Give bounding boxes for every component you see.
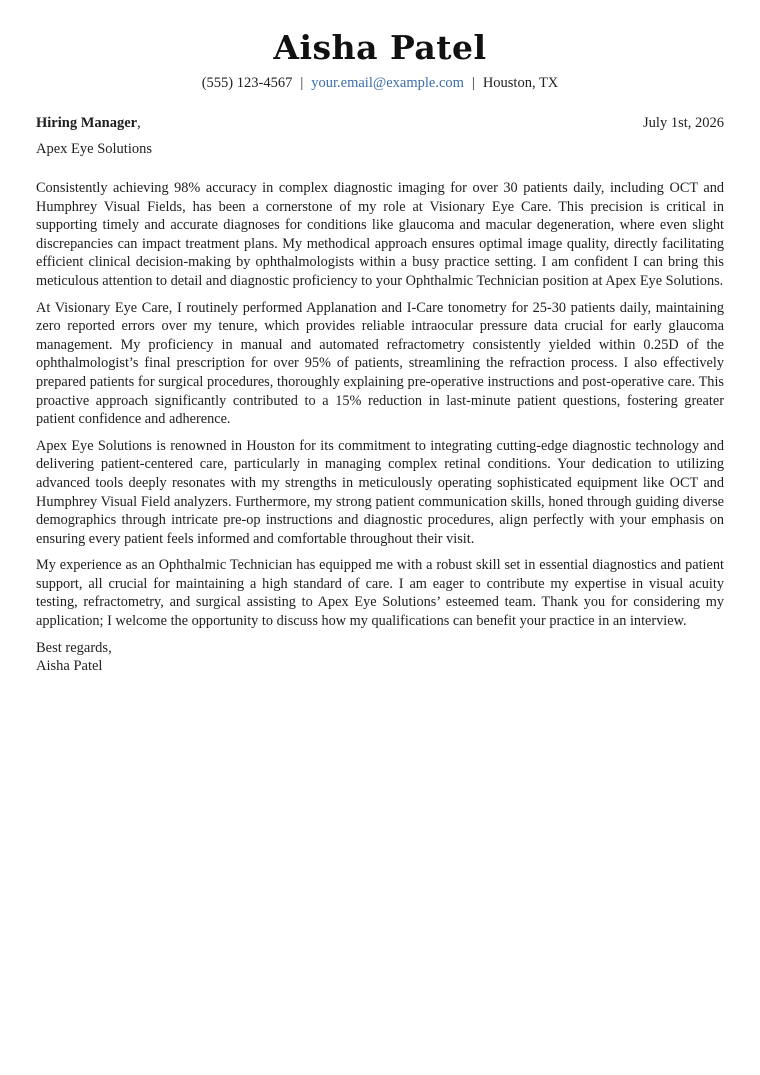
closing-signature: Aisha Patel (36, 658, 103, 675)
location: Houston, TX (482, 75, 559, 91)
body-paragraph: Apex Eye Solutions is renowned in Houston for its commitment to integrating cutting-edge diagnostic technology and delivering patient-centered care, particularly in managing complex retinal conditions. Your dedication to utilizing advanced tools deeply resonates with my strengths in meticulously operating sophisticated equipment like OCT and Humphrey Visual Field analyzers. Furthermore, my strong patient communication skills, honed through guiding diverse demographics through intricate pre-op instructions and diagnostic procedures, align perfectly with your emphasis on ensuring every patient feels informed and comfortable throughout their visit. (36, 437, 724, 547)
body-paragraph: My experience as an Ophthalmic Technician has equipped me with a robust skill set in essential diagnostics and patient support, all crucial for maintaining a high standard of care. I am eager to contribute my expertise in visual acuity testing, refractometry, and surgical assisting to Apex Eye Solutions’ esteemed team. Thank you for considering my application; I welcome the opportunity to discuss how my qualifications can benefit your practice in an interview. (36, 557, 724, 630)
recipient-name: Hiring Manager (36, 115, 138, 131)
body-paragraph: Consistently achieving 98% accuracy in complex diagnostic imaging for over 30 patients daily, including OCT and Humphrey Visual Fields, has been a cornerstone of my role at Visionary Eye Care. This precision is critical in supporting timely and accurate diagnoses for conditions like glaucoma and macular degeneration, where even slight discrepancies can impact treatment plans. My methodical approach ensures optimal image quality, directly facilitating efficient clinical decision-making by ophthalmologists within a busy practice setting. I am confident I can bring this meticulous attention to detail and diagnostic proficiency to your Ophthalmic Technician position at Apex Eye Solutions. (36, 180, 724, 289)
recipient-greeting (36, 114, 141, 132)
body-paragraph: At Visionary Eye Care, I routinely performed Applanation and I-Care tonometry for 25-30 patients daily, maintaining zero reported errors over my tenure, which provides reliable intraocular pressure data crucial for early glaucoma management. My proficiency in manual and automated refractometry consistently yielded within 0.25D of the ophthalmologist’s final prescription for over 95% of patients, streamlining the refraction process. I also effectively prepared patients for surgical procedures, thoroughly explaining pre-operative instructions and post-operative care. This proactive approach significantly contributed to a 15% reduction in last-minute patient questions, fostering greater patient confidence and adherence. (36, 299, 724, 428)
letter-date: July 1st, 2026 (643, 115, 724, 131)
phone-number: (555) 123-4567 (201, 75, 293, 91)
recipient-company: Apex Eye Solutions (36, 141, 152, 157)
closing-salutation: Best regards, (36, 639, 112, 656)
contact-separator: | (300, 75, 304, 91)
recipient-date-row (36, 114, 724, 132)
cover-letter-page (36, 28, 724, 676)
contact-line (36, 74, 724, 92)
applicant-name: Aisha Patel (273, 28, 487, 67)
letter-closing (36, 639, 724, 676)
letter-body (36, 179, 724, 631)
contact-separator: | (471, 75, 475, 91)
recipient-name-suffix: , (137, 115, 141, 131)
email-link[interactable]: your.email@example.com (311, 75, 464, 91)
